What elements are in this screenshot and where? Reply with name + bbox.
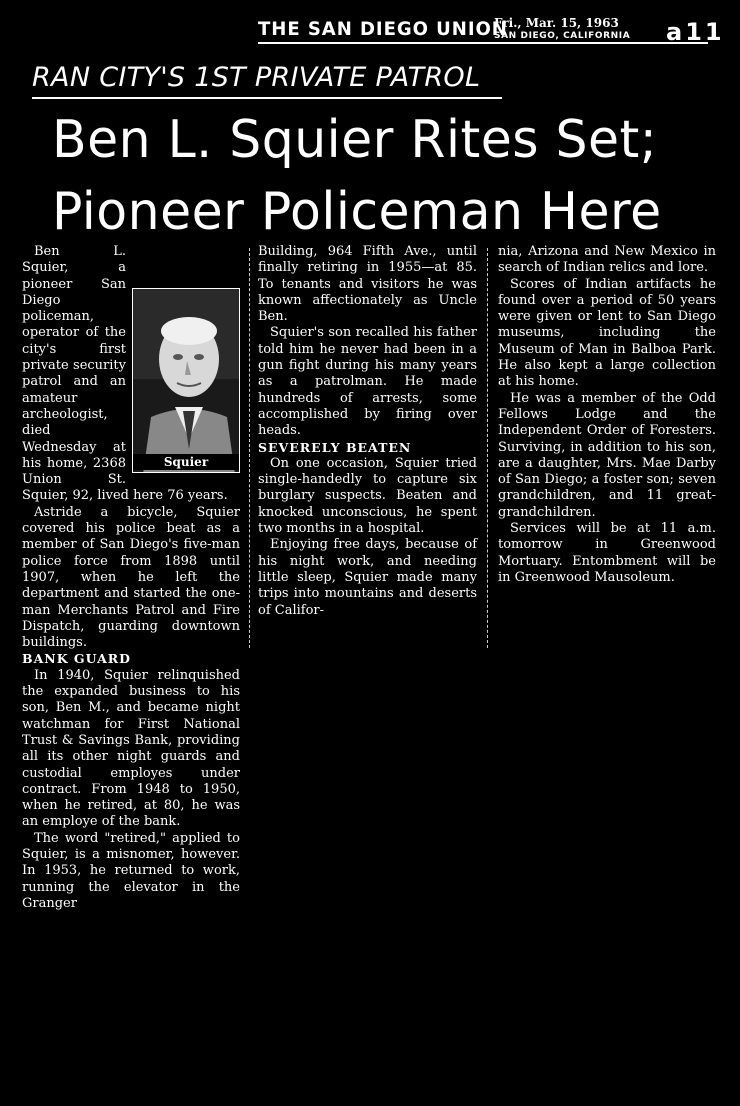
paragraph: On one occasion, Squier tried single-handedly to capture six burglary suspects. Beaten and knocked unconscious, he spent two months in a hospital. [258,455,477,537]
paragraph: nia, Arizona and New Mexico in search of Indian relics and lore. [498,244,716,276]
paragraph: In 1940, Squier relinquished the expanded business to his son, Ben M., and became night watchman for First National Trust & Savings Bank, providing all its other night guards and custodial employes under contract. From 1948 to 1950, when he retired, at 80, he was an employe of the bank. [22,667,240,830]
page-number: a11 [666,18,725,46]
article-column-2 [258,244,477,619]
paragraph: Astride a bicycle, Squier covered his police beat as a member of San Diego's five-man police force from 1898 until 1907, when he left the department and started the one-man Merchants Patrol and Fire Dispatch, guarding downtown buildings. [22,504,240,651]
subhead-severely-beaten: SEVERELY BEATEN [258,439,412,455]
headline-line-2: Pioneer Policeman Here [52,182,662,242]
paragraph: Scores of Indian artifacts he found over a period of 50 years were given or lent to San Diego museums, including the Museum of Man in Balboa Park. He also kept a large collection at his home. [498,276,716,390]
issue-date: Fri., Mar. 15, 1963 [494,16,619,30]
article-column-3 [498,244,716,586]
main-headline [52,104,692,248]
paragraph: The word "retired," applied to Squier, is a misnomer, however. In 1953, he returned to work, running the elevator in the Granger [22,830,240,911]
paragraph: He was a member of the Odd Fellows Lodge and the Independent Order of Foresters. Surviving, in addition to his son, are a daughter, Mrs. Mae Darby of San Diego; a foster son; seven grandchildren, and 11 great-grandchildren. [498,390,716,520]
paragraph: Building, 964 Fifth Ave., until finally retiring in 1955—at 85. To tenants and visitors he was known affectionately as Uncle Ben. [258,244,477,325]
kicker-headline: RAN CITY'S 1ST PRIVATE PATROL [32,62,481,93]
paragraph: Services will be at 11 a.m. tomorrow in Greenwood Mortuary. Entombment will be in Greenwood Mausoleum. [498,521,716,585]
headline-line-1: Ben L. Squier Rites Set; [52,110,658,170]
photo-caption: Squier [133,454,239,470]
column-divider [487,248,488,648]
paragraph: Enjoying free days, because of his night work, and needing little sleep, Squier made many trips into mountains and deserts of Califor- [258,537,477,618]
subhead-bank-guard: BANK GUARD [22,651,132,667]
paper-name: THE SAN DIEGO UNION [258,18,508,40]
masthead [258,14,725,46]
portrait-image [133,289,240,473]
kicker-underline [32,97,502,99]
article-column-1 [22,244,240,912]
paragraph: Ben L. Squier, a pioneer San Diego policeman, operator of the city's first private security patrol and an amateur archeologist, died Wednesday at his home, 2368 Union St. Squier, 92, lived here 76 years. [22,244,228,504]
paragraph: Squier's son recalled his father told him he never had been in a gun fight during his many years as a patrolman. He made hundreds of arrests, some accomplished by firing over heads. [258,325,477,439]
column-divider [249,248,250,648]
issue-city: SAN DIEGO, CALIFORNIA [494,31,631,41]
portrait-photo [132,288,240,473]
